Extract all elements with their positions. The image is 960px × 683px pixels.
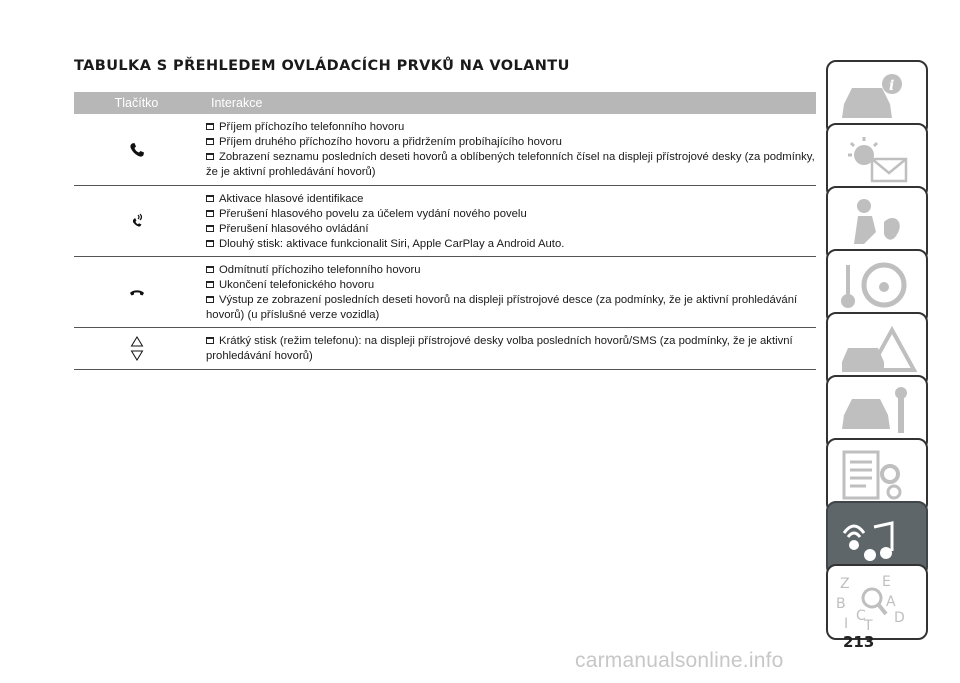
- list-item: Zobrazení seznamu posledních deseti hovorů a oblíbených telefonních čísel na displeji přístrojové desky (za podmínky, že je aktivní prohledávání hovorů): [206, 151, 815, 178]
- table-row: [74, 257, 816, 328]
- table-header: [74, 92, 816, 114]
- svg-text:A: A: [886, 594, 896, 610]
- list-item: Krátký stisk (režim telefonu): na displeji přístrojové desky volba posledních hovorů/SMS (za podmínky, že je aktivní prohledávání hovorů): [206, 335, 793, 362]
- phone-hangup-icon: [74, 257, 199, 327]
- watermark: carmanualsonline.info: [575, 649, 784, 672]
- header-interaction: Interakce: [211, 96, 263, 110]
- svg-text:C: C: [856, 608, 866, 624]
- svg-text:I: I: [844, 616, 849, 632]
- table-row: [74, 328, 816, 370]
- svg-text:D: D: [894, 610, 905, 626]
- svg-text:E: E: [882, 574, 891, 590]
- bullet-icon: [206, 138, 214, 145]
- phone-accept-icon: [74, 114, 199, 185]
- bullet-icon: [206, 296, 214, 303]
- header-button: Tlačítko: [114, 96, 159, 110]
- table-row: [74, 186, 816, 257]
- bullet-icon: [206, 281, 214, 288]
- bullet-icon: [206, 225, 214, 232]
- list-item: Ukončení telefonického hovoru: [206, 278, 816, 293]
- svg-text:T: T: [864, 618, 873, 634]
- page-title: TABULKA S PŘEHLEDEM OVLÁDACÍCH PRVKŮ NA VOLANTU: [74, 58, 570, 74]
- svg-text:Z: Z: [840, 576, 850, 592]
- bullet-icon: [206, 210, 214, 217]
- list-item: Příjem příchozího telefonního hovoru: [206, 120, 816, 135]
- bullet-icon: [206, 266, 214, 273]
- bullet-icon: [206, 240, 214, 247]
- bullet-icon: [206, 195, 214, 202]
- alphabetical-index-icon: [834, 570, 924, 636]
- controls-table: [74, 92, 816, 370]
- voice-command-icon: [74, 186, 199, 256]
- svg-text:B: B: [836, 596, 846, 612]
- bullet-icon: [206, 153, 214, 160]
- table-row: [74, 114, 816, 186]
- bullet-icon: [206, 123, 214, 130]
- list-item: Výstup ze zobrazení posledních deseti hovorů na displeji přístrojové desce (za podmínky, že je aktivní prohledávání hovorů) (u příslušné verze vozidla): [206, 294, 798, 321]
- page-number: 213: [843, 633, 875, 651]
- list-item: Dlouhý stisk: aktivace funkcionalit Siri, Apple CarPlay a Android Auto.: [206, 237, 816, 252]
- list-item: Příjem druhého příchozího hovoru a přidržením probíhajícího hovoru: [206, 135, 816, 150]
- tab-index[interactable]: [826, 564, 928, 640]
- list-item: Odmítnutí příchoziho telefonního hovoru: [206, 263, 816, 278]
- up-down-arrows-icon: [74, 328, 199, 369]
- list-item: Přerušení hlasového povelu za účelem vydání nového povelu: [206, 207, 816, 222]
- list-item: Aktivace hlasové identifikace: [206, 192, 816, 207]
- svg-text:i: i: [889, 78, 895, 94]
- list-item: Přerušení hlasového ovládání: [206, 222, 816, 237]
- bullet-icon: [206, 337, 214, 344]
